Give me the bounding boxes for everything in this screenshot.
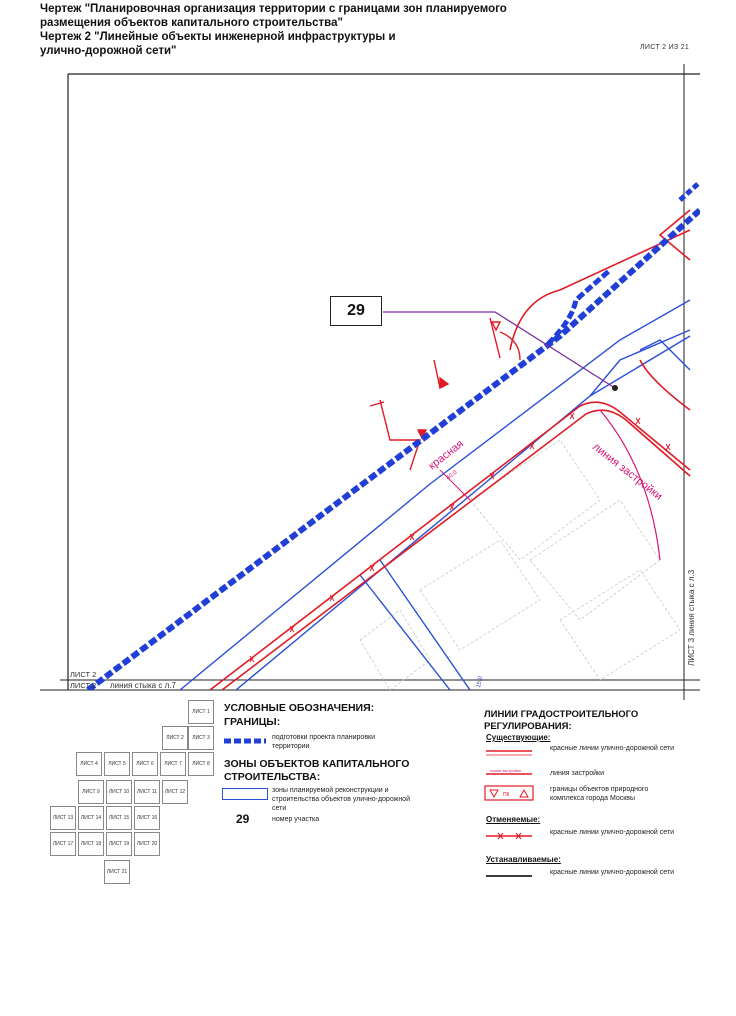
red-lines-new-desc: красные линии улично-дорожной сети [550, 869, 675, 876]
key-map-cell: ЛИСТ 8 [188, 752, 214, 776]
sheet-label: ЛИСТ 2 ИЗ 21 [640, 44, 690, 51]
key-map-cell: ЛИСТ 11 [134, 780, 160, 804]
junction-3-label: ЛИСТ 3 линия стыка с л.3 [687, 569, 696, 666]
zone-desc: зоны планируемой реконструкции и строительства объектов улично-дорожной сети [272, 787, 410, 812]
lines-title-1: ЛИНИИ ГРАДОСТРОИТЕЛЬНОГО [484, 709, 639, 720]
parcel-sample: 29 [236, 812, 250, 826]
cancelled-title: Отменяемые: [486, 815, 541, 824]
width-label-1: 40,0 [445, 469, 459, 482]
legend-title: УСЛОВНЫЕ ОБОЗНАЧЕНИЯ: [224, 702, 375, 714]
red-line-cancel-sample-icon [484, 830, 534, 842]
parcel-number-box: 29 [330, 296, 382, 326]
key-map-cell: ЛИСТ 14 [78, 806, 104, 830]
key-map-cell: ЛИСТ 1 [188, 700, 214, 724]
build-lines-desc: линия застройки [550, 770, 604, 777]
width-label-2: 15,0 [476, 675, 484, 689]
key-map-cell: ЛИСТ 18 [78, 832, 104, 856]
zone-sample-icon [222, 788, 268, 800]
established-title: Устанавливаемые: [486, 855, 561, 864]
header-line-4: улично-дорожной сети" [40, 45, 177, 57]
parcel-point [612, 385, 618, 391]
red-lines-desc: красные линии улично-дорожной сети [550, 745, 675, 752]
key-map-cell: ЛИСТ 9 [78, 780, 104, 804]
key-map-cell: ЛИСТ 3 [188, 726, 214, 750]
header-line-1: Чертеж "Планировочная организация территории с границами зон планируемого [40, 3, 507, 15]
build-line-label: линия застройки [590, 440, 665, 503]
zones-title-1: ЗОНЫ ОБЪЕКТОВ КАПИТАЛЬНОГО [224, 758, 410, 770]
zone-edge-2 [180, 300, 690, 690]
junction-7-label: линия стыка с л.7 [110, 681, 176, 690]
key-map-cell: ЛИСТ 13 [50, 806, 76, 830]
red-line-new-sample-icon [484, 870, 534, 882]
pk-sample-text: ПК [503, 792, 510, 798]
red-line-corner [640, 360, 690, 410]
zone-outlines [180, 300, 690, 690]
red-line-top [510, 230, 690, 350]
header-line-2: размещения объектов капитального строительства" [40, 17, 343, 29]
key-map-cell: ЛИСТ 10 [106, 780, 132, 804]
header-line-3: Чертеж 2 "Линейные объекты инженерной инфраструктуры и [40, 31, 396, 43]
key-map-cell: ЛИСТ 12 [162, 780, 188, 804]
key-map-cell: ЛИСТ 15 [106, 806, 132, 830]
zone-edge-1 [236, 336, 690, 690]
red-lines-cancel-desc: красные линии улично-дорожной сети [550, 829, 675, 836]
zone-corner-2 [640, 340, 690, 370]
key-map-cell: ЛИСТ 4 [76, 752, 102, 776]
red-line-label: красная [426, 437, 466, 473]
boundary-sample-icon [222, 736, 268, 746]
key-map-cell: ЛИСТ 17 [50, 832, 76, 856]
zone-cross-2 [360, 575, 450, 690]
nature-bounds-desc: границы объектов природного комплекса города Москвы [550, 786, 649, 802]
lines-title-2: РЕГУЛИРОВАНИЯ: [484, 721, 572, 732]
zones-title-2: СТРОИТЕЛЬСТВА: [224, 771, 321, 783]
zone-cross-1 [380, 560, 470, 690]
build-line-sample-icon [484, 766, 534, 778]
parcel-desc: номер участка [272, 816, 320, 823]
key-map-cell: ЛИСТ 6 [132, 752, 158, 776]
key-map-cell: ЛИСТ 16 [134, 806, 160, 830]
key-map-cell: ЛИСТ 7 [160, 752, 186, 776]
sheet-2-label-b: ЛИСТ 2 [70, 681, 97, 690]
boundary-desc: подготовки проекта планировки территории [272, 734, 376, 750]
zone-corner [590, 330, 690, 396]
red-line-sample-icon [484, 746, 534, 758]
build-line-sample-text: линия застройки [490, 768, 521, 773]
sheet-2-label-a: ЛИСТ 2 [70, 670, 97, 679]
nature-bounds-sample-icon [484, 785, 534, 801]
key-map-cell: ЛИСТ 19 [106, 832, 132, 856]
legend-bounds-title: ГРАНИЦЫ: [224, 716, 281, 728]
existing-title: Существующие: [486, 733, 551, 742]
key-map-cell: ЛИСТ 20 [134, 832, 160, 856]
key-map-cell: ЛИСТ 5 [104, 752, 130, 776]
key-map-cell: ЛИСТ 21 [104, 860, 130, 884]
key-map-cell: ЛИСТ 2 [162, 726, 188, 750]
